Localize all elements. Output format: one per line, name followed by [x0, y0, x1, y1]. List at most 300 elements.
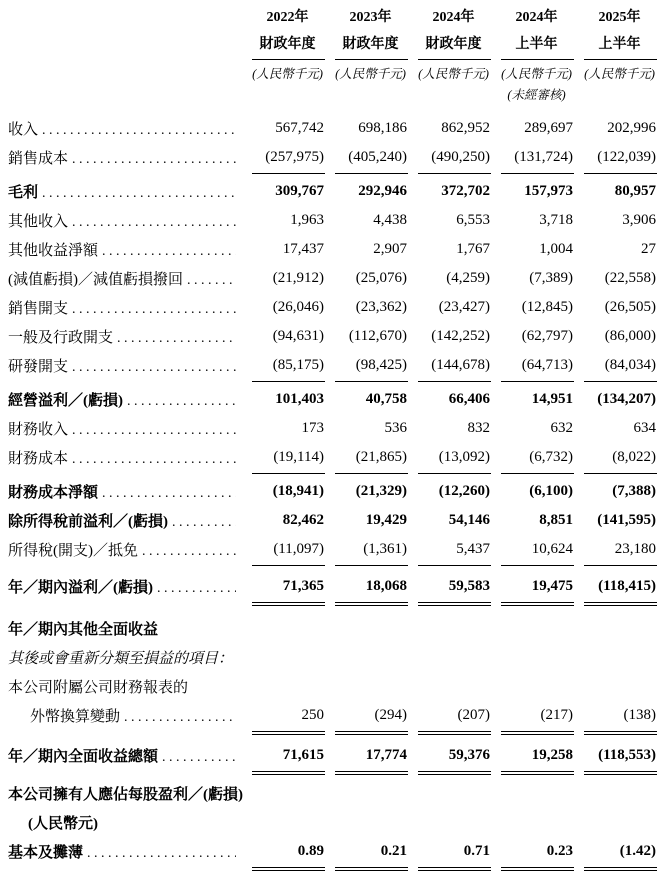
cell-value: (12,845)	[521, 299, 573, 315]
row-label: 本公司擁有人應佔每股盈利／(虧損)	[8, 787, 243, 803]
rule-cell	[408, 770, 491, 775]
dot-leader	[42, 123, 236, 139]
row-label-cell	[8, 268, 242, 289]
header-unit: (人民幣千元)	[584, 67, 655, 81]
single-rule	[335, 380, 408, 382]
single-rule	[252, 472, 325, 474]
cell-value: 309,767	[275, 183, 324, 199]
row-label-cell	[8, 510, 242, 531]
rule-cell	[491, 770, 574, 775]
rule-cell	[325, 601, 408, 606]
table-row	[8, 535, 657, 564]
cell-value: 3,718	[539, 212, 573, 228]
cell-value: (141,595)	[597, 512, 656, 528]
cell-value: (64,713)	[521, 357, 573, 373]
double-rule	[418, 771, 491, 775]
double-rule	[252, 602, 325, 606]
double-rule	[335, 602, 408, 606]
row-label: 其後或會重新分類至損益的項目：	[8, 651, 234, 667]
table-row	[8, 414, 657, 443]
dot-leader	[72, 215, 236, 231]
cell-value: (144,678)	[431, 357, 490, 373]
single-rule	[252, 172, 325, 174]
cell-value: (118,415)	[598, 578, 656, 594]
rule-cell	[325, 770, 408, 775]
rule-cell	[574, 730, 657, 735]
dot-leader	[157, 581, 236, 597]
row-label-cell	[8, 418, 242, 439]
dot-leader	[72, 302, 236, 318]
double-rule	[252, 731, 325, 735]
dot-leader	[72, 360, 236, 376]
cell-value: (138)	[623, 707, 656, 723]
header-column	[325, 4, 408, 106]
cell-value: (19,114)	[273, 449, 324, 465]
cell-value: (112,670)	[348, 328, 407, 344]
row-label-cell	[8, 841, 242, 862]
dot-leader	[117, 331, 236, 347]
row-label-cell	[8, 481, 242, 502]
cell-value: 59,583	[448, 578, 490, 594]
cell-value: 0.89	[297, 843, 324, 859]
header-unit: (人民幣千元)	[252, 67, 323, 81]
table-row	[8, 443, 657, 472]
cell-value: 698,186	[358, 120, 407, 136]
cell-value: 4,438	[373, 212, 407, 228]
single-rule	[501, 472, 574, 474]
rule-spacer	[8, 866, 242, 871]
row-label: 財務成本	[8, 451, 69, 467]
cell-value: (4,259)	[446, 270, 490, 286]
single-rule	[584, 380, 657, 382]
cell-value: 1,963	[290, 212, 324, 228]
row-label: 銷售開支	[8, 301, 69, 317]
cell-value: (207)	[457, 707, 490, 723]
table-row	[8, 351, 657, 380]
cell-value: 19,429	[365, 512, 407, 528]
cell-value: 6,553	[456, 212, 490, 228]
row-label: (人民幣元)	[28, 816, 98, 832]
rule-cell	[325, 172, 408, 177]
table-row	[8, 701, 657, 730]
cell-value: (405,240)	[348, 149, 407, 165]
row-label: 銷售成本	[8, 151, 69, 167]
cell-value: (13,092)	[438, 449, 490, 465]
header-period: 上半年	[515, 37, 558, 52]
cell-value: 80,957	[614, 183, 656, 199]
cell-value: 101,403	[275, 391, 324, 407]
double-rule	[418, 867, 491, 871]
cell-value: (18,941)	[272, 483, 324, 499]
rule-row	[8, 472, 657, 477]
rule-spacer	[8, 564, 242, 569]
row-label-cell	[8, 647, 657, 668]
double-rule	[584, 867, 657, 871]
table-row	[8, 506, 657, 535]
dot-leader	[142, 544, 236, 560]
rule-row	[8, 564, 657, 569]
cell-value: (1.42)	[619, 843, 656, 859]
row-label: 毛利	[8, 185, 39, 201]
row-label-cell	[8, 783, 657, 804]
row-label: 所得稅(開支)／抵免	[8, 543, 138, 559]
dot-leader	[87, 846, 236, 862]
double-rule	[418, 602, 491, 606]
row-label: 基本及攤薄	[8, 845, 84, 861]
header-period: 財政年度	[425, 37, 482, 52]
header-unit: (人民幣千元)	[501, 67, 572, 81]
row-label: 年／期內溢利／(虧損)	[8, 580, 153, 596]
dot-leader	[162, 750, 236, 766]
row-label: 外幣換算變動	[30, 709, 121, 725]
table-row	[8, 477, 657, 506]
dot-leader	[172, 515, 236, 531]
row-label-cell	[8, 239, 242, 260]
single-rule	[501, 172, 574, 174]
cell-value: 10,624	[531, 541, 573, 557]
rule-row	[8, 770, 657, 775]
dot-leader	[124, 710, 236, 726]
cell-value: (8,022)	[612, 449, 656, 465]
rule-cell	[242, 172, 325, 177]
table-body	[8, 114, 657, 871]
cell-value: 0.71	[463, 843, 490, 859]
row-label: 年／期內全面收益總額	[8, 749, 159, 765]
cell-value: 862,952	[441, 120, 490, 136]
header-rule	[501, 59, 574, 60]
header-column	[574, 4, 657, 106]
row-label: 其他收益淨額	[8, 243, 99, 259]
table-row	[8, 614, 657, 643]
cell-value: (217)	[540, 707, 573, 723]
rule-cell	[408, 172, 491, 177]
cell-value: 372,702	[441, 183, 490, 199]
cell-value: 27	[641, 241, 656, 257]
dot-leader	[102, 244, 236, 260]
cell-value: 173	[301, 420, 324, 436]
rule-spacer	[8, 730, 242, 735]
rule-cell	[242, 564, 325, 569]
cell-value: 54,146	[448, 512, 490, 528]
double-rule	[252, 771, 325, 775]
cell-value: 14,951	[531, 391, 573, 407]
rule-cell	[408, 866, 491, 871]
cell-value: 66,406	[448, 391, 490, 407]
cell-value: (26,505)	[604, 299, 656, 315]
header-rule	[252, 59, 325, 60]
table-row	[8, 235, 657, 264]
rule-row	[8, 380, 657, 385]
dot-leader	[187, 273, 236, 289]
table-row	[8, 293, 657, 322]
row-label-cell	[8, 210, 242, 231]
double-rule	[501, 771, 574, 775]
header-column	[408, 4, 491, 106]
single-rule	[501, 380, 574, 382]
cell-value: (86,000)	[604, 328, 656, 344]
double-rule	[335, 771, 408, 775]
rule-cell	[408, 564, 491, 569]
double-rule	[418, 731, 491, 735]
header-spacer	[8, 4, 242, 106]
table-row	[8, 322, 657, 351]
row-label-cell	[8, 539, 242, 560]
cell-value: 0.23	[546, 843, 573, 859]
double-rule	[501, 867, 574, 871]
double-rule	[584, 771, 657, 775]
rule-cell	[408, 730, 491, 735]
cell-value: 17,774	[365, 747, 407, 763]
single-rule	[584, 472, 657, 474]
cell-value: 632	[550, 420, 573, 436]
row-label: 其他收入	[8, 214, 69, 230]
header-rule	[335, 59, 408, 60]
row-label-cell	[8, 812, 657, 833]
header-unit: (人民幣千元)	[418, 67, 489, 81]
rule-cell	[491, 601, 574, 606]
cell-value: 634	[633, 420, 656, 436]
header-unaudited-note: (未經審核)	[507, 88, 566, 102]
row-label: 除所得稅前溢利／(虧損)	[8, 514, 168, 530]
rule-cell	[408, 472, 491, 477]
cell-value: 40,758	[365, 391, 407, 407]
row-label: 年／期內其他全面收益	[8, 622, 159, 638]
rule-cell	[491, 172, 574, 177]
header-year: 2024年	[515, 10, 558, 25]
row-label: 財務成本淨額	[8, 485, 99, 501]
header-period: 財政年度	[259, 37, 316, 52]
cell-value: (94,631)	[272, 328, 324, 344]
cell-value: 18,068	[365, 578, 407, 594]
cell-value: (23,427)	[438, 299, 490, 315]
row-label: 一般及行政開支	[8, 330, 114, 346]
cell-value: 202,996	[607, 120, 656, 136]
cell-value: 59,376	[448, 747, 490, 763]
row-label-cell	[8, 676, 657, 697]
rule-cell	[325, 380, 408, 385]
table-header	[8, 4, 657, 106]
header-period: 財政年度	[342, 37, 399, 52]
cell-value: (7,389)	[529, 270, 573, 286]
header-column	[242, 4, 325, 106]
rule-cell	[491, 564, 574, 569]
cell-value: 3,906	[622, 212, 656, 228]
cell-value: (142,252)	[431, 328, 490, 344]
single-rule	[584, 564, 657, 566]
header-period: 上半年	[598, 37, 641, 52]
dot-leader	[72, 423, 236, 439]
cell-value: 536	[384, 420, 407, 436]
cell-value: (131,724)	[514, 149, 573, 165]
row-label-cell	[8, 447, 242, 468]
rule-cell	[325, 472, 408, 477]
double-rule	[584, 602, 657, 606]
row-label-cell	[8, 355, 242, 376]
cell-value: 5,437	[456, 541, 490, 557]
single-rule	[252, 564, 325, 566]
cell-value: 71,365	[282, 578, 324, 594]
table-row	[8, 837, 657, 866]
rule-cell	[408, 601, 491, 606]
cell-value: (85,175)	[272, 357, 324, 373]
header-year: 2023年	[349, 10, 392, 25]
cell-value: 8,851	[539, 512, 573, 528]
cell-value: (490,250)	[431, 149, 490, 165]
rule-cell	[574, 770, 657, 775]
cell-value: 289,697	[524, 120, 573, 136]
double-rule	[501, 602, 574, 606]
row-label-cell	[8, 181, 242, 202]
cell-value: 1,004	[539, 241, 573, 257]
rule-spacer	[8, 172, 242, 177]
rule-cell	[491, 380, 574, 385]
rule-spacer	[8, 770, 242, 775]
header-year: 2025年	[598, 10, 641, 25]
rule-cell	[574, 601, 657, 606]
cell-value: (84,034)	[604, 357, 656, 373]
table-row	[8, 643, 657, 672]
row-label-cell	[8, 389, 242, 410]
rule-cell	[491, 730, 574, 735]
table-row	[8, 114, 657, 143]
cell-value: (11,097)	[273, 541, 324, 557]
cell-value: (21,865)	[355, 449, 407, 465]
cell-value: 292,946	[358, 183, 407, 199]
rule-row	[8, 866, 657, 871]
header-rule	[418, 59, 491, 60]
header-year: 2024年	[432, 10, 475, 25]
header-rule	[584, 59, 657, 60]
row-label: (減值虧損)／減值虧損撥回	[8, 272, 183, 288]
single-rule	[335, 472, 408, 474]
row-label: 收入	[8, 122, 39, 138]
rule-cell	[242, 866, 325, 871]
dot-leader	[102, 486, 236, 502]
row-label: 財務收入	[8, 422, 69, 438]
cell-value: (22,558)	[604, 270, 656, 286]
single-rule	[584, 172, 657, 174]
cell-value: 0.21	[380, 843, 407, 859]
rule-cell	[491, 866, 574, 871]
cell-value: (12,260)	[438, 483, 490, 499]
rule-cell	[325, 564, 408, 569]
cell-value: (21,912)	[272, 270, 324, 286]
double-rule	[584, 731, 657, 735]
header-year: 2022年	[266, 10, 309, 25]
row-label-cell	[8, 297, 242, 318]
rule-cell	[242, 601, 325, 606]
cell-value: 2,907	[373, 241, 407, 257]
cell-value: (25,076)	[355, 270, 407, 286]
cell-value: 1,767	[456, 241, 490, 257]
single-rule	[252, 380, 325, 382]
cell-value: (134,207)	[597, 391, 656, 407]
rule-row	[8, 172, 657, 177]
dot-leader	[42, 186, 236, 202]
rule-cell	[242, 472, 325, 477]
cell-value: (257,975)	[265, 149, 324, 165]
cell-value: 19,475	[531, 578, 573, 594]
cell-value: (21,329)	[355, 483, 407, 499]
rule-cell	[242, 730, 325, 735]
header-column	[491, 4, 574, 106]
cell-value: (294)	[374, 707, 407, 723]
cell-value: (1,361)	[363, 541, 407, 557]
cell-value: 71,615	[282, 747, 324, 763]
table-row	[8, 808, 657, 837]
row-label-cell	[8, 118, 242, 139]
cell-value: 19,258	[531, 747, 573, 763]
rule-cell	[574, 380, 657, 385]
dot-leader	[72, 152, 236, 168]
table-row	[8, 385, 657, 414]
rule-cell	[574, 564, 657, 569]
table-row	[8, 177, 657, 206]
single-rule	[335, 172, 408, 174]
cell-value: 250	[301, 707, 324, 723]
cell-value: 82,462	[282, 512, 324, 528]
double-rule	[335, 867, 408, 871]
single-rule	[418, 172, 491, 174]
cell-value: 157,973	[524, 183, 573, 199]
header-unit: (人民幣千元)	[335, 67, 406, 81]
rule-cell	[242, 380, 325, 385]
rule-cell	[408, 380, 491, 385]
single-rule	[418, 380, 491, 382]
row-label-cell	[8, 618, 657, 639]
single-rule	[418, 472, 491, 474]
rule-cell	[574, 866, 657, 871]
table-row	[8, 672, 657, 701]
row-label: 研發開支	[8, 359, 69, 375]
row-label-cell	[8, 705, 242, 726]
cell-value: (118,553)	[598, 747, 656, 763]
single-rule	[501, 564, 574, 566]
cell-value: (6,100)	[529, 483, 573, 499]
table-row	[8, 741, 657, 770]
table-row	[8, 206, 657, 235]
rule-row	[8, 601, 657, 606]
rule-row	[8, 730, 657, 735]
dot-leader	[127, 394, 236, 410]
rule-spacer	[8, 601, 242, 606]
table-row	[8, 264, 657, 293]
dot-leader	[72, 452, 236, 468]
table-row	[8, 143, 657, 172]
rule-spacer	[8, 380, 242, 385]
rule-cell	[242, 770, 325, 775]
cell-value: (98,425)	[355, 357, 407, 373]
rule-cell	[574, 172, 657, 177]
cell-value: 23,180	[614, 541, 656, 557]
cell-value: (23,362)	[355, 299, 407, 315]
single-rule	[335, 564, 408, 566]
table-row	[8, 779, 657, 808]
cell-value: 832	[467, 420, 490, 436]
cell-value: 17,437	[282, 241, 324, 257]
row-label-cell	[8, 745, 242, 766]
cell-value: (62,797)	[521, 328, 573, 344]
cell-value: (7,388)	[612, 483, 656, 499]
cell-value: (6,732)	[529, 449, 573, 465]
row-label-cell	[8, 576, 242, 597]
row-label: 本公司附屬公司財務報表的	[8, 680, 189, 696]
rule-spacer	[8, 472, 242, 477]
double-rule	[501, 731, 574, 735]
row-label-cell	[8, 326, 242, 347]
double-rule	[252, 867, 325, 871]
rule-cell	[325, 730, 408, 735]
